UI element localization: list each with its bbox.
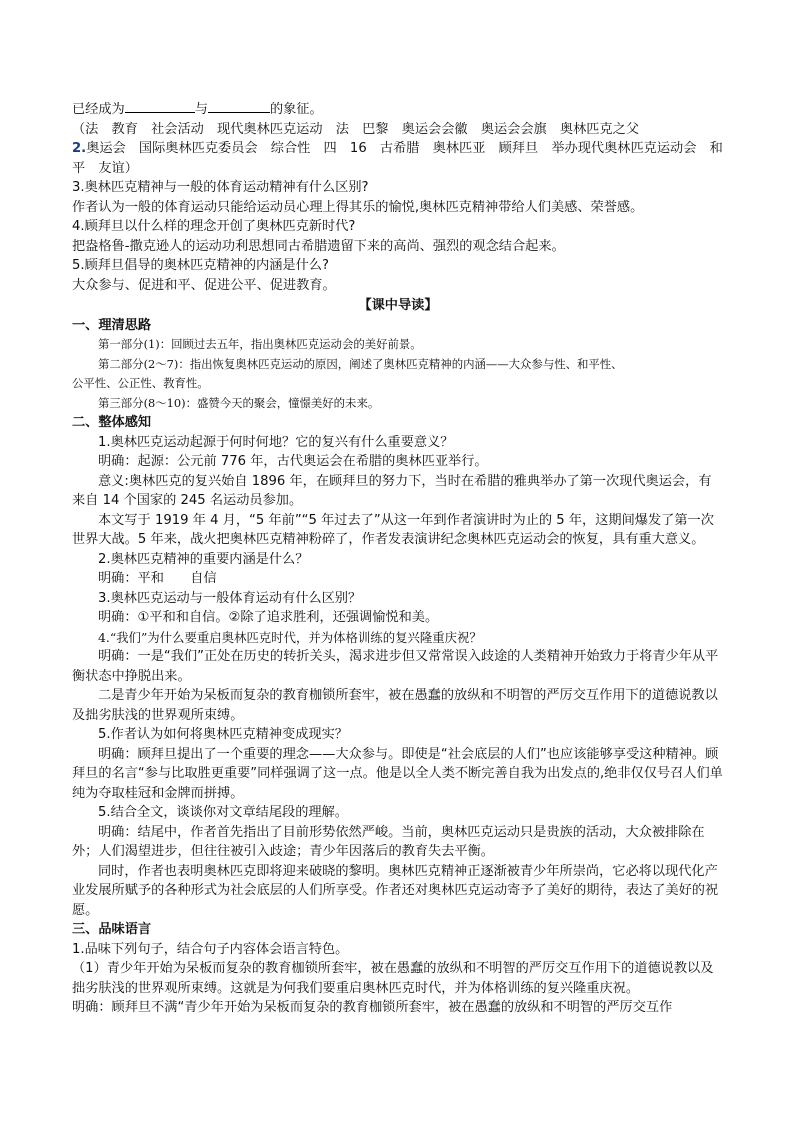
answer-4: 把盎格鲁-撒克逊人的运动功利思想同古希腊遗留下来的高尚、强烈的观念结合起来。 [72,238,565,254]
heading-2: 二、整体感知 [72,415,152,430]
heading-1: 一、理清思路 [72,317,152,333]
answers-number: 2. [72,141,87,156]
language-sentence-1: （1）青少年开始为呆板而复杂的教育枷锁所套牢，被在愚蠢的放纵和不明智的严厉交互作用下的道德说教以及拙劣肤浅的世界观所束缚。这就是为何我们要重启奥林匹克时代，并为体格训练的复兴隆重庆祝。 [72,961,714,996]
perception-q6: 5.结合全文，谈谈你对文章结尾段的理解。 [98,805,348,820]
perception-q1: 1.奥林匹克运动起源于何时何地？它的复兴有什么重要意义？ [98,434,454,450]
perception-a3: 明确：①平和和自信。②除了追求胜利，还强调愉悦和美。 [98,610,439,625]
perception-a1: 明确：起源：公元前 776 年，古代奥运会在希腊的奥林匹亚举行。 [98,454,488,469]
section-title: 【课中导读】 [358,298,438,313]
answers-text: 奥运会 国际奥林匹克委员会 综合性 四 16 古希腊 奥林匹亚 顾拜旦 举办现代奥林匹克运动会 和平 友谊） [72,141,723,176]
question-3: 3.奥林匹克精神与一般的体育运动精神有什么区别? [72,180,369,195]
perception-a2: 明确：平和 自信 [98,571,217,586]
perception-a5: 明确：顾拜旦提出了一个重要的理念——大众参与。即使是“社会底层的人们”也应该能够享受这种精神。顾拜旦的名言“参与比取胜更重要”同样强调了这一点。他是以全人类不断完善自我为出发点的,绝非仅仅号召人们单纯为夺取桂冠和金牌而拼搏。 [72,746,723,801]
blank-1 [125,98,195,113]
perception-a1-context: 本文写于 1919 年 4 月，“5 年前”“5 年过去了”从这一年到作者演讲时为止的 5 年，这期间爆发了第一次世界大战。5 年来，战火把奥林匹克精神粉碎了，作者发表演讲纪念奥林匹克运动会的恢复，具有重大意义。 [72,512,714,547]
perception-q3: 3.奥林匹克运动与一般体育运动有什么区别？ [98,590,362,606]
document-page [72,98,724,1018]
blank-2 [208,98,270,113]
fill-prefix: 已经成为 [72,102,125,117]
answers-line-1: （法 教育 社会活动 现代奥林匹克运动 法 巴黎 奥运会会徽 奥运会会旗 奥林匹克之父 [72,121,640,137]
perception-a4: 明确：一是“我们”正处在历史的转折关头，渴求进步但又常常误入歧途的人类精神开始致力于将青少年从平衡状态中挣脱出来。 [72,649,719,684]
perception-a6: 明确：结尾中，作者首先指出了目前形势依然严峻。当前，奥林匹克运动只是贵族的活动，大众被排除在外；人们渴望进步，但往往被引入歧途；青少年因落后的教育失去平衡。 [72,824,705,859]
outline-part-1: 第一部分(1)：回顾过去五年，指出奥林匹克运动会的美好前景。 [98,337,422,351]
answer-3: 作者认为一般的体育运动只能给运动员心理上得其乐的愉悦,奥林匹克精神带给人们美感、荣誉感。 [72,199,644,215]
perception-q4: 4.“我们”为什么要重启奥林匹克时代，并为体格训练的复兴隆重庆祝？ [98,629,482,645]
perception-a4-second: 二是青少年开始为呆板而复杂的教育枷锁所套牢，被在愚蠢的放纵和不明智的严厉交互作用下的道德说教以及拙劣肤浅的世界观所束缚。 [72,688,718,723]
heading-3: 三、品味语言 [72,922,152,937]
fill-blank-line [72,98,724,120]
perception-q2: 2.奥林匹克精神的重要内涵是什么？ [98,551,309,567]
outline-part-3: 第三部分(8～10)：盛赞今天的聚会，憧憬美好的未来。 [98,395,380,410]
question-4: 4.顾拜旦以什么样的理念开创了奥林匹克新时代? [72,219,356,234]
answer-5: 大众参与、促进和平、促进公平、促进教育。 [72,277,336,293]
fill-mid: 与 [194,102,208,117]
perception-a1-significance: 意义:奥林匹克的复兴始自 1896 年，在顾拜旦的努力下，当时在希腊的雅典举办了第一次现代奥运会，有来自 14 个国家的 245 名运动员参加。 [72,473,712,508]
language-answer-1: 明确：顾拜旦不满“青少年开始为呆板而复杂的教育枷锁所套牢，被在愚蠢的放纵和不明智的严厉交互作 [72,1000,673,1015]
perception-q5: 5.作者认为如何将奥林匹克精神变成现实？ [98,727,348,742]
language-instruction: 1.品味下列句子，结合句子内容体会语言特色。 [72,941,349,957]
outline-part-2: 第二部分(2～7)：指出恢复奥林匹克运动的原因，阐述了奥林匹克精神的内涵——大众参与性、和平性、 [98,356,623,371]
outline-part-2-cont: 公平性、公正性、教育性。 [72,376,209,390]
fill-suffix: 的象征。 [269,102,323,117]
answers-line-2 [72,139,724,178]
question-5: 5.顾拜旦倡导的奥林匹克精神的内涵是什么? [72,258,329,273]
perception-a6-second: 同时，作者也表明奥林匹克即将迎来破晓的黎明。奥林匹克精神正逐渐被青少年所崇尚，它必将以现代化产业发展所赋予的各种形式为社会底层的人们所享受。作者还对奥林匹克运动寄予了美好的期待，表达了美好的祝愿。 [72,863,719,918]
